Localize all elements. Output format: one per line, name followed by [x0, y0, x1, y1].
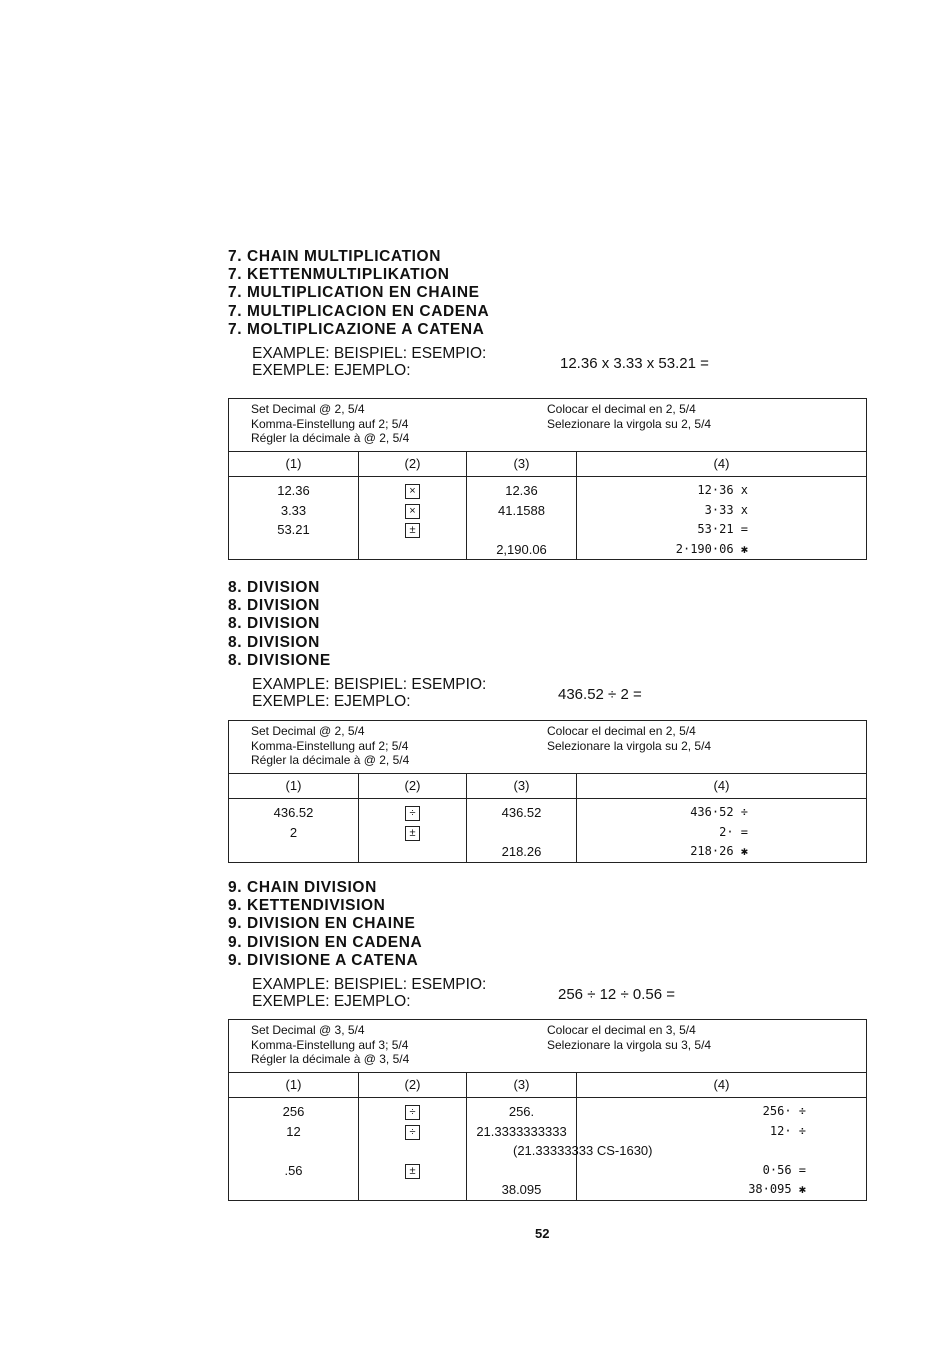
- entry-value: [229, 842, 358, 862]
- section-title: 9. DIVISIONE A CATENA: [228, 951, 419, 969]
- display-value: 41.1588: [498, 502, 545, 518]
- column-header: (2): [359, 452, 466, 477]
- equals-key-icon: ±: [405, 1164, 420, 1179]
- column-header: (2): [359, 774, 466, 799]
- entry-value: 53.21: [277, 522, 310, 537]
- section-chain-multiplication: [228, 248, 868, 557]
- column-header: (3): [467, 452, 576, 477]
- example-equation: 12.36 x 3.33 x 53.21 =: [560, 355, 709, 373]
- section-title: 8. DIVISION: [228, 633, 320, 651]
- print-value: 2· =: [719, 824, 748, 839]
- setting-text: Régler la décimale à @ 2, 5/4: [251, 431, 410, 445]
- setting-text: Set Decimal @ 2, 5/4: [251, 402, 365, 416]
- table-grid: [229, 1073, 866, 1200]
- setting-text: Régler la décimale à @ 3, 5/4: [251, 1052, 410, 1066]
- display-value: (21.33333333 CS-1630): [513, 1143, 653, 1158]
- setting-text: Selezionare la virgola su 2, 5/4: [547, 738, 712, 753]
- section-title: 7. KETTENMULTIPLIKATION: [228, 266, 450, 284]
- multiply-key-icon: ×: [405, 504, 420, 519]
- print-value: 256· ÷: [762, 1104, 806, 1118]
- table-header: [229, 721, 866, 774]
- table-grid: [229, 452, 866, 559]
- entry-value: .56: [284, 1162, 303, 1178]
- section-title: 8. DIVISION: [228, 615, 320, 633]
- setting-text: Set Decimal @ 3, 5/4: [251, 1023, 365, 1037]
- display-value: 256.: [508, 1104, 535, 1119]
- table-header: [229, 399, 866, 452]
- instruction-table: [228, 398, 867, 560]
- display-value: 12.36: [505, 483, 538, 498]
- section-division: [228, 579, 868, 859]
- section-title: 8. DIVISION: [228, 597, 320, 615]
- section-title: 9. KETTENDIVISION: [228, 897, 386, 915]
- section-title: 9. DIVISION EN CHAINE: [228, 915, 416, 933]
- setting-text: Komma-Einstellung auf 2; 5/4: [251, 416, 409, 431]
- example-block: [252, 345, 868, 381]
- column-header: (4): [577, 452, 866, 477]
- column-header: (4): [577, 1073, 866, 1098]
- section-title: 8. DIVISIONE: [228, 651, 331, 669]
- print-value: 53·21 =: [697, 522, 748, 536]
- section-title: 9. DIVISION EN CADENA: [228, 933, 423, 951]
- table-header: [229, 1020, 866, 1073]
- display-value: 218.26: [501, 844, 542, 859]
- entry-value: [229, 1141, 358, 1161]
- section-title: 7. MULTIPLICACION EN CADENA: [228, 302, 490, 320]
- print-value: 218·26 ✱: [690, 844, 748, 858]
- setting-text: Régler la décimale à @ 2, 5/4: [251, 753, 410, 767]
- section-title: 8. DIVISION: [228, 579, 320, 596]
- print-value: [577, 1141, 806, 1161]
- setting-text: Selezionare la virgola su 2, 5/4: [547, 416, 712, 431]
- divide-key-icon: ÷: [405, 1105, 420, 1120]
- section-title: 7. CHAIN MULTIPLICATION: [228, 248, 441, 265]
- display-value: 21.3333333333: [476, 1123, 567, 1139]
- instruction-table: [228, 1019, 867, 1201]
- display-value: [467, 1161, 576, 1181]
- entry-value: [229, 540, 358, 560]
- column-header: (2): [359, 1073, 466, 1098]
- divide-key-icon: ÷: [405, 806, 420, 821]
- setting-text: Set Decimal @ 2, 5/4: [251, 724, 365, 738]
- section-title: 7. MOLTIPLICAZIONE A CATENA: [228, 320, 485, 338]
- entry-value: 436.52: [273, 805, 314, 820]
- setting-text: Komma-Einstellung auf 2; 5/4: [251, 738, 409, 753]
- example-label: EXEMPLE: EJEMPLO:: [252, 693, 411, 711]
- entry-value: 256: [282, 1104, 305, 1119]
- column-header: (1): [229, 1073, 358, 1098]
- example-equation: 256 ÷ 12 ÷ 0.56 =: [558, 986, 675, 1004]
- print-value: 2·190·06 ✱: [675, 541, 748, 556]
- print-value: 38·095 ✱: [748, 1182, 806, 1196]
- print-value: 12·36 x: [697, 483, 748, 497]
- table-grid: [229, 774, 866, 862]
- section-titles: [228, 248, 868, 339]
- divide-key-icon: ÷: [405, 1125, 420, 1140]
- column-header: (4): [577, 774, 866, 799]
- equals-key-icon: ±: [405, 826, 420, 841]
- equals-key-icon: ±: [405, 523, 420, 538]
- entry-value: 12.36: [277, 483, 310, 498]
- multiply-key-icon: ×: [405, 484, 420, 499]
- example-label: EXEMPLE: EJEMPLO:: [252, 993, 411, 1011]
- display-value: 2,190.06: [496, 541, 547, 557]
- column-header: (3): [467, 774, 576, 799]
- example-equation: 436.52 ÷ 2 =: [558, 686, 642, 704]
- entry-value: 12: [286, 1123, 301, 1139]
- setting-text: Colocar el decimal en 2, 5/4: [547, 724, 696, 738]
- entry-value: 3.33: [280, 502, 307, 518]
- example-label: EXAMPLE: BEISPIEL: ESEMPIO:: [252, 976, 487, 994]
- section-title: 7. MULTIPLICATION EN CHAINE: [228, 284, 480, 302]
- setting-text: Colocar el decimal en 2, 5/4: [547, 402, 696, 416]
- print-value: 0·56 =: [762, 1162, 806, 1177]
- setting-text: Selezionare la virgola su 3, 5/4: [547, 1037, 712, 1052]
- column-header: (1): [229, 452, 358, 477]
- print-value: 12· ÷: [769, 1123, 806, 1138]
- section-title: 9. CHAIN DIVISION: [228, 879, 377, 896]
- section-titles: [228, 579, 868, 670]
- example-label: EXEMPLE: EJEMPLO:: [252, 362, 411, 380]
- print-value: 436·52 ÷: [690, 805, 748, 819]
- section-chain-division: [228, 879, 868, 1197]
- display-value: [467, 520, 576, 540]
- column-header: (3): [467, 1073, 576, 1098]
- example-label: EXAMPLE: BEISPIEL: ESEMPIO:: [252, 345, 487, 363]
- entry-value: [229, 1180, 358, 1200]
- display-value: 38.095: [501, 1182, 542, 1197]
- column-header: (1): [229, 774, 358, 799]
- page-number: 52: [535, 1226, 550, 1241]
- example-block: [252, 976, 868, 1012]
- setting-text: Komma-Einstellung auf 3; 5/4: [251, 1037, 409, 1052]
- section-titles: [228, 879, 868, 970]
- entry-value: 2: [289, 824, 298, 840]
- example-block: [252, 676, 868, 712]
- setting-text: Colocar el decimal en 3, 5/4: [547, 1023, 696, 1037]
- instruction-table: [228, 720, 867, 863]
- display-value: 436.52: [501, 805, 542, 820]
- display-value: [467, 823, 576, 843]
- example-label: EXAMPLE: BEISPIEL: ESEMPIO:: [252, 676, 487, 694]
- print-value: 3·33 x: [704, 502, 748, 517]
